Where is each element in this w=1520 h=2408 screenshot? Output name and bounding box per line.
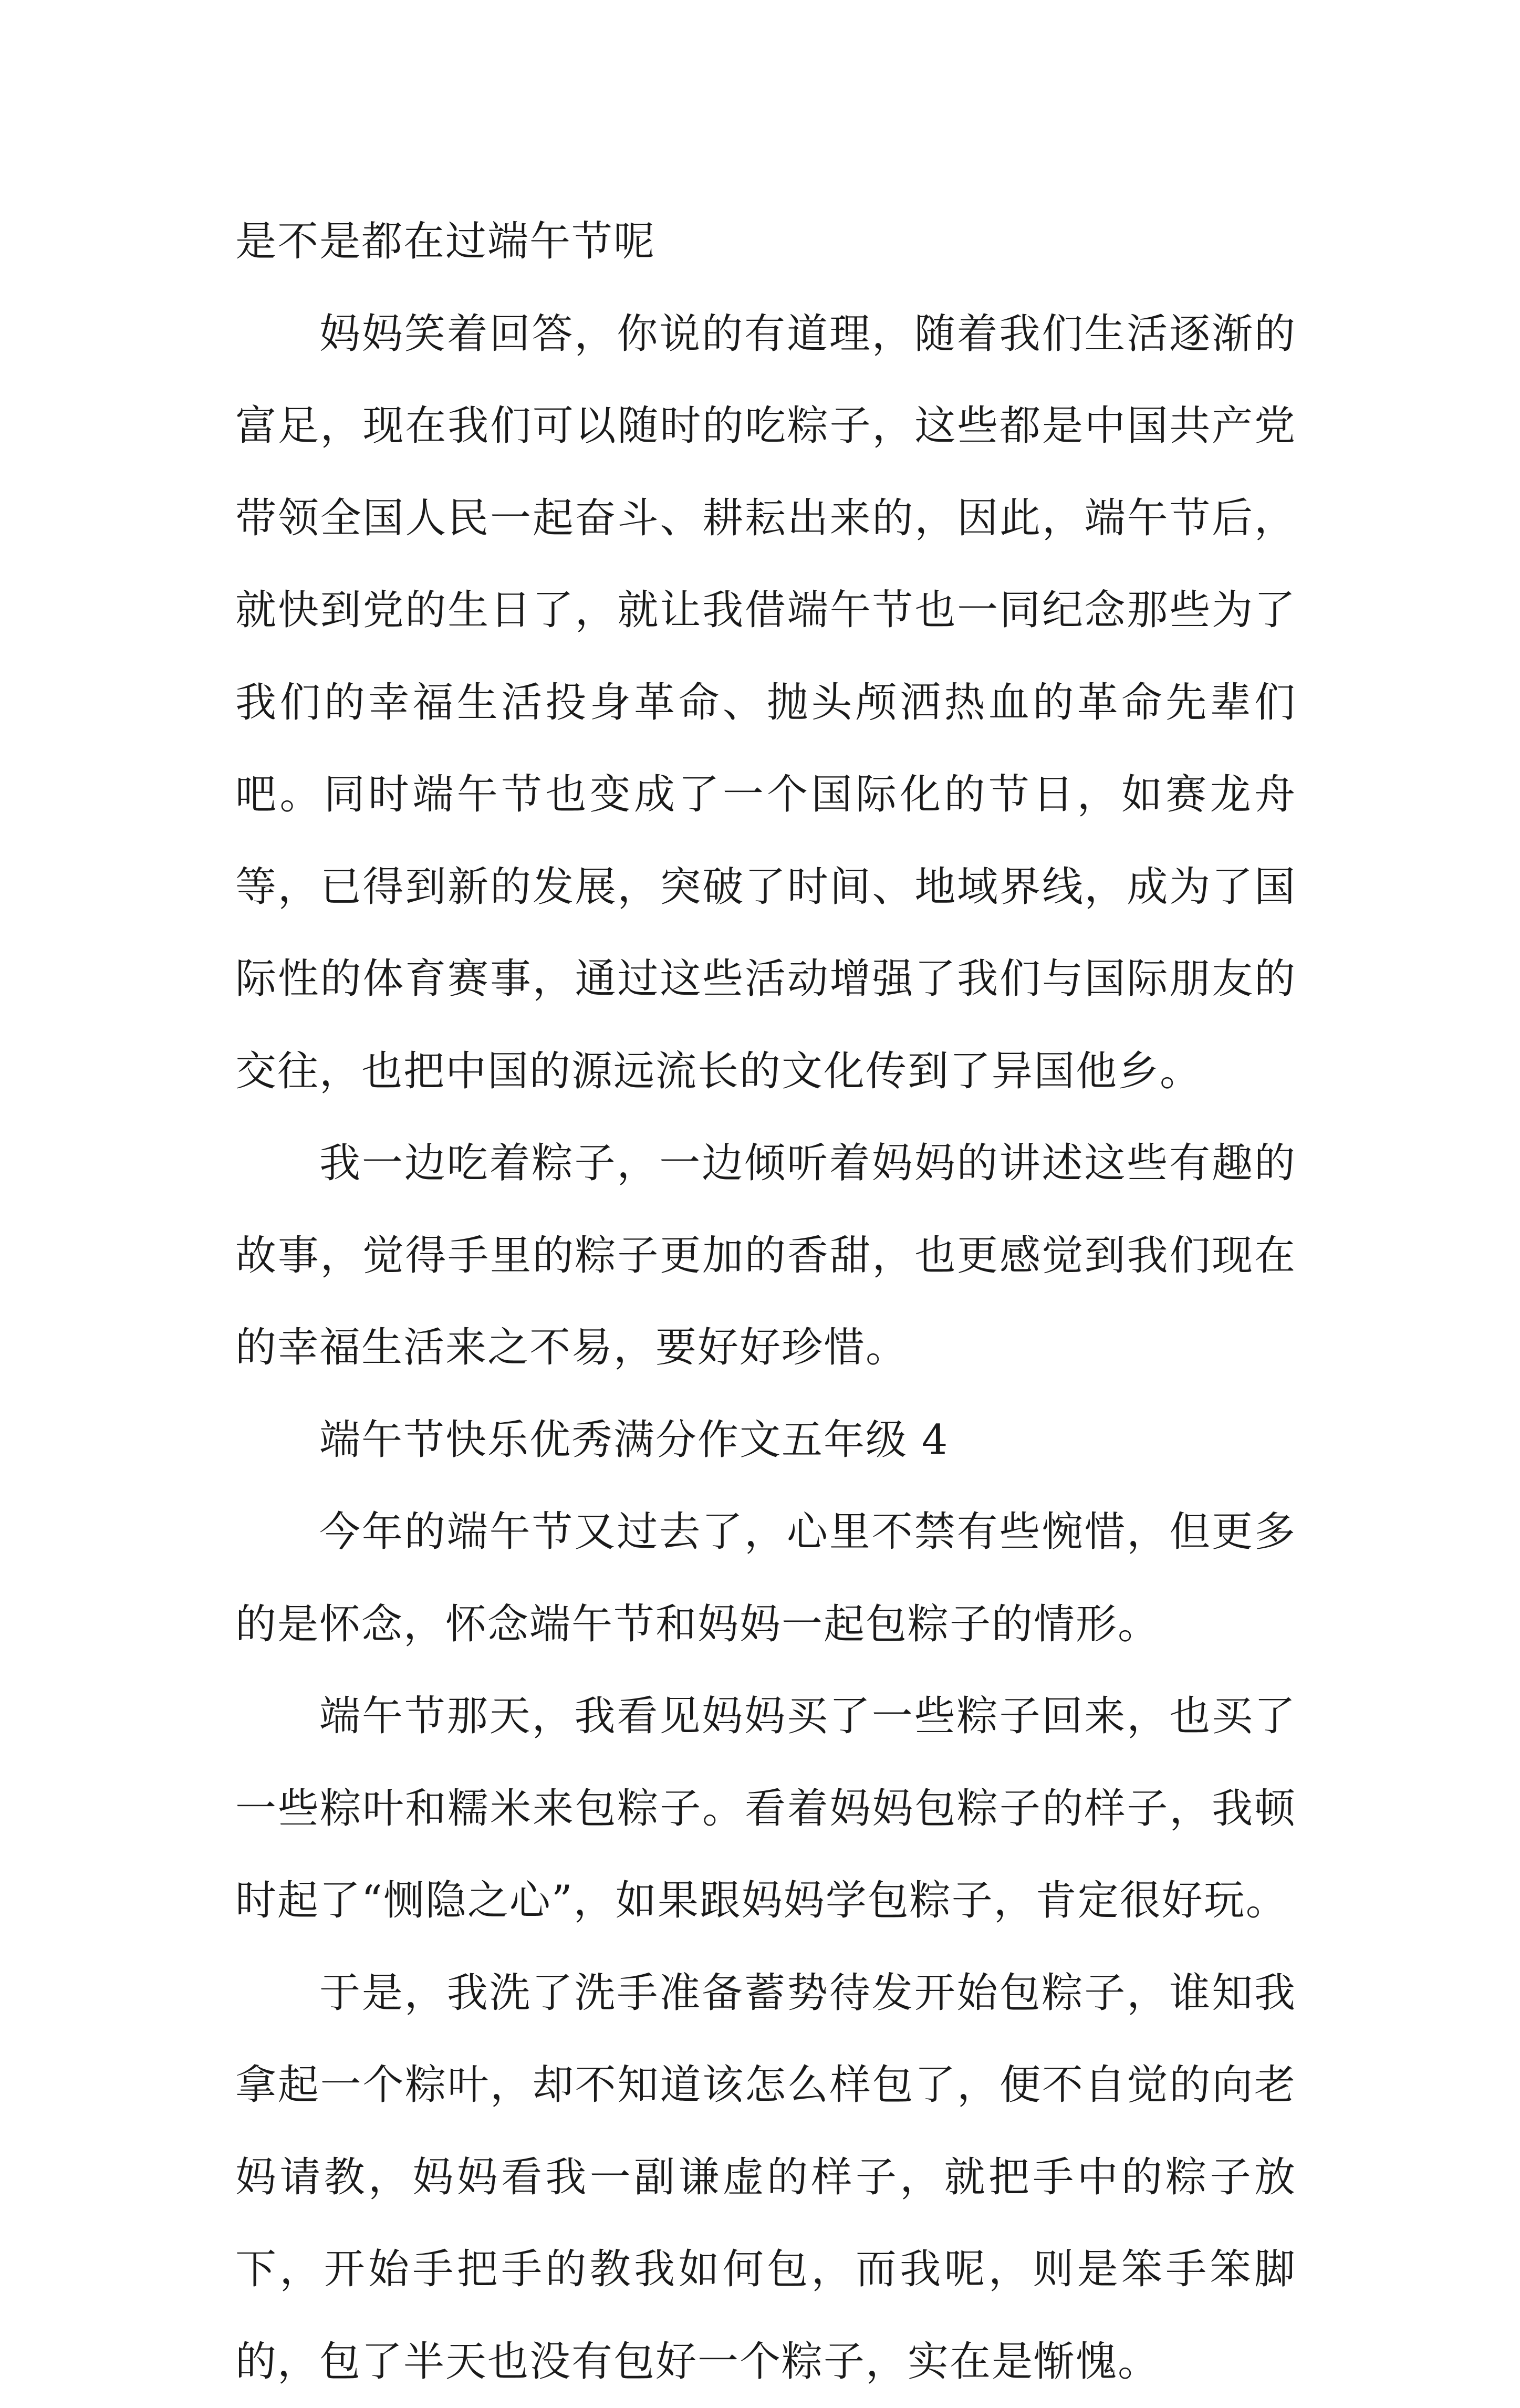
- paragraph-4: 今年的端午节又过去了，心里不禁有些惋惜，但更多的是怀念，怀念端午节和妈妈一起包粽子的情形。: [235, 1486, 1296, 1671]
- paragraph-2: 妈妈笑着回答，你说的有道理，随着我们生活逐渐的富足，现在我们可以随时的吃粽子，这些都是中国共产党带领全国人民一起奋斗、耕耘出来的，因此，端午节后，就快到党的生日了，就让我借端午节也一同纪念那些为了我们的幸福生活投身革命、抛头颅洒热血的革命先辈们吧。同时端午节也变成了一个国际化的节日，如赛龙舟等，已得到新的发展，突破了时间、地域界线，成为了国际性的体育赛事，通过这些活动增强了我们与国际朋友的交往，也把中国的源远流长的文化传到了异国他乡。: [235, 288, 1296, 1118]
- paragraph-5: 端午节那天，我看见妈妈买了一些粽子回来，也买了一些粽叶和糯米来包粽子。看着妈妈包粽子的样子，我顿时起了“恻隐之心”，如果跟妈妈学包粽子，肯定很好玩。: [235, 1671, 1296, 1947]
- paragraph-6: 于是，我洗了洗手准备蓄势待发开始包粽子，谁知我拿起一个粽叶，却不知道该怎么样包了，便不自觉的向老妈请教，妈妈看我一副谦虚的样子，就把手中的粽子放下，开始手把手的教我如何包，而我呢，则是笨手笨脚的，包了半天也没有包好一个粽子，实在是惭愧。: [235, 1947, 1296, 2408]
- paragraph-1: 是不是都在过端午节呢: [235, 196, 1296, 288]
- document-body: [235, 196, 1296, 2408]
- paragraph-3: 我一边吃着粽子，一边倾听着妈妈的讲述这些有趣的故事，觉得手里的粽子更加的香甜，也更感觉到我们现在的幸福生活来之不易，要好好珍惜。: [235, 1118, 1296, 1394]
- section-heading: 端午节快乐优秀满分作文五年级 4: [235, 1394, 1296, 1487]
